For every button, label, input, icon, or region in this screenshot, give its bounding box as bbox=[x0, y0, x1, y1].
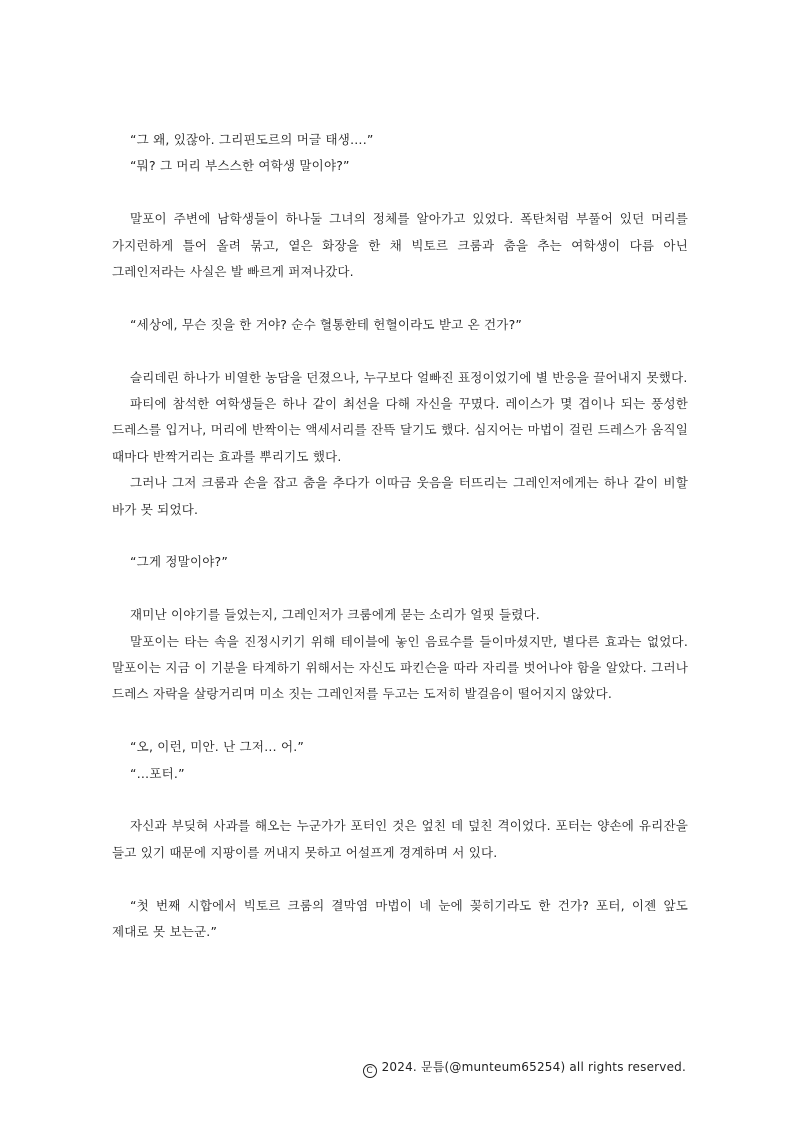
paragraph: “세상에, 무슨 짓을 한 거야? 순수 혈통한테 헌혈이라도 받고 온 건가?” bbox=[130, 316, 523, 332]
paragraph: 파티에 참석한 여학생들은 하나 같이 최선을 다해 자신을 꾸몄다. 레이스가 몇 겹이나 되는 풍성한 드레스를 입거나, 머리에 반짝이는 액세서리를 잔뜩 달기도 했다. 심지어는 마법이 걸린 드레스가 움직일 때마다 반짝거리는 효과를 뿌리기도 했다. bbox=[112, 396, 688, 464]
copyright-text: 2024. 문틈(@munteum65254) all rights reserved. bbox=[381, 1060, 686, 1074]
paragraph-spacer bbox=[112, 180, 688, 206]
copyright-icon: C bbox=[363, 1064, 377, 1078]
paragraph-spacer bbox=[112, 787, 688, 813]
paragraph-spacer bbox=[112, 338, 688, 364]
paragraph: 말포이는 타는 속을 진정시키기 위해 테이블에 놓인 음료수를 들이마셨지만, 별다른 효과는 없었다. 말포이는 지금 이 기분을 타계하기 위해서는 자신도 파킨슨을 따라 자리를 벗어나야 함을 알았다. 그러나 드레스 자락을 살랑거리며 미소 짓는 그레인저를 두고는 도저히 발걸음이 떨어지지 않았다. bbox=[112, 633, 688, 702]
paragraph: 그러나 그저 크룸과 손을 잡고 춤을 추다가 이따금 웃음을 터뜨리는 그레인저에게는 하나 같이 비할 바가 못 되었다. bbox=[112, 475, 688, 517]
paragraph: “오, 이런, 미안. 난 그저… 어.” bbox=[130, 739, 305, 755]
paragraph: 자신과 부딪혀 사과를 해오는 누군가가 포터인 것은 엎친 데 덮친 격이었다. 포터는 양손에 유리잔을 들고 있기 때문에 지팡이를 꺼내지 못하고 어설프게 경계하며 서 있다. bbox=[112, 818, 688, 860]
paragraph: “그 왜, 있잖아. 그리핀도르의 머글 태생….” bbox=[130, 132, 374, 147]
document-body bbox=[112, 127, 688, 945]
paragraph: “…포터.” bbox=[130, 765, 185, 781]
paragraph-spacer bbox=[112, 866, 688, 892]
paragraph: “그게 정말이야?” bbox=[130, 554, 229, 570]
paragraph: 재미난 이야기를 들었는지, 그레인저가 크룸에게 묻는 소리가 얼핏 들렸다. bbox=[130, 607, 540, 623]
paragraph-spacer bbox=[112, 708, 688, 734]
copyright-footer bbox=[363, 1058, 686, 1078]
paragraph: “첫 번째 시합에서 빅토르 크룸의 결막염 마법이 네 눈에 꽂히기라도 한 건가? 포터, 이젠 앞도 제대로 못 보는군.” bbox=[112, 897, 688, 940]
paragraph: “뭐? 그 머리 부스스한 여학생 말이야?” bbox=[130, 158, 350, 174]
paragraph: 슬리데린 하나가 비열한 농담을 던졌으나, 누구보다 얼빠진 표정이었기에 별 반응을 끌어내지 못했다. bbox=[130, 369, 688, 385]
paragraph-spacer bbox=[112, 523, 688, 549]
paragraph: 말포이 주변에 남학생들이 하나둘 그녀의 정체를 알아가고 있었다. 폭탄처럼 부풀어 있던 머리를 가지런하게 틀어 올려 묶고, 옅은 화장을 한 채 빅토르 크룸과 춤을 추는 여학생이 다름 아닌 그레인저라는 사실은 발 빠르게 퍼져나갔다. bbox=[112, 211, 688, 280]
paragraph-spacer bbox=[112, 285, 688, 311]
paragraph-spacer bbox=[112, 576, 688, 602]
